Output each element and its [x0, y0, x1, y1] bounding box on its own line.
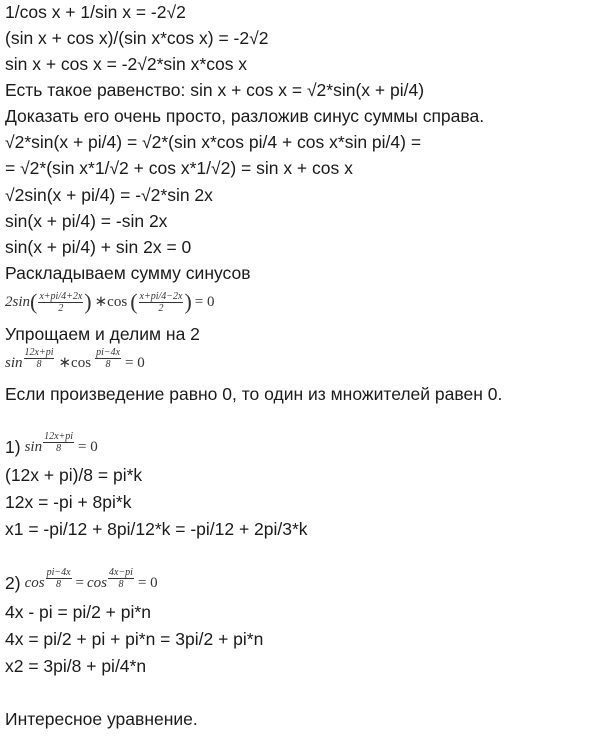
math-func: 2sin [5, 294, 31, 310]
math-fraction [46, 567, 72, 590]
math-expression [24, 566, 161, 595]
math-func: ∗cos [94, 294, 128, 310]
fraction-numerator: pi−4x [96, 346, 121, 358]
math-paren: ) [84, 289, 92, 314]
math-func: cos [24, 575, 45, 591]
math-rhs: = 0 [125, 355, 145, 371]
formula-simplified [5, 348, 148, 378]
text-line: 4x - pi = pi/2 + pi*n [5, 602, 151, 622]
math-fraction [139, 291, 184, 314]
math-expression [24, 430, 101, 459]
fraction-denominator: 8 [56, 442, 62, 454]
fraction-numerator: x+pi/4+2x [39, 290, 83, 302]
text-line: Раскладываем сумму синусов [5, 263, 251, 283]
text-line: Если произведение равно 0, то один из множителей равен 0. [5, 384, 503, 404]
text-line: sin x + cos x = -2√2*sin x*cos x [5, 54, 248, 74]
text-line: (sin x + cos x)/(sin x*cos x) = -2√2 [5, 28, 269, 48]
math-rhs: = 0 [78, 439, 98, 455]
text-line: Доказать его очень просто, разложив синус суммы справа. [5, 106, 485, 126]
text-line: Есть такое равенство: sin x + cos x = √2*sin(x + pi/4) [5, 80, 425, 100]
text-line: sin(x + pi/4) + sin 2x = 0 [5, 237, 192, 257]
fraction-denominator: 8 [56, 578, 62, 590]
fraction-numerator: pi−4x [46, 566, 71, 578]
math-rhs: = 0 [194, 294, 215, 310]
text-line: x1 = -pi/12 + 8pi/12*k = -pi/12 + 2pi/3*k [5, 519, 308, 539]
math-paren: ( [30, 289, 38, 314]
math-rhs: = 0 [137, 575, 158, 591]
fraction-denominator: 8 [118, 578, 124, 590]
text-line: Интересное уравнение. [5, 709, 198, 729]
math-paren: ( [130, 289, 138, 314]
math-expression [5, 346, 148, 375]
text-line: √2*sin(x + pi/4) = √2*(sin x*cos pi/4 + cos x*sin pi/4) = [5, 132, 422, 152]
case-label: 1) [5, 437, 21, 457]
fraction-numerator: 4x−pi [109, 566, 133, 578]
case-2-header [5, 568, 161, 598]
fraction-numerator: 12x+pi [44, 430, 74, 442]
math-func: sin [5, 355, 23, 371]
math-paren: ) [184, 289, 192, 314]
math-fraction [43, 431, 74, 454]
fraction-numerator: 12x+pi [24, 346, 54, 358]
text-line: 4x = pi/2 + pi + pi*n = 3pi/2 + pi*n [5, 629, 264, 649]
text-line: 12x = -pi + 8pi*k [5, 492, 132, 512]
math-func: sin [24, 439, 43, 455]
math-fraction [95, 347, 121, 370]
math-fraction [108, 567, 134, 590]
text-line: x2 = 3pi/8 + pi/4*n [5, 656, 147, 676]
case-label: 2) [5, 573, 21, 593]
fraction-denominator: 2 [158, 302, 164, 314]
text-line: = √2*(sin x*1/√2 + cos x*1/√2) = sin x + cos x [5, 158, 353, 178]
math-expression [5, 290, 218, 314]
text-line: sin(x + pi/4) = -sin 2x [5, 211, 168, 231]
formula-sum-to-product [5, 287, 218, 317]
text-line: (12x + pi)/8 = pi*k [5, 465, 143, 485]
fraction-denominator: 2 [58, 302, 64, 314]
text-line: 1/cos x + 1/sin x = -2√2 [5, 2, 186, 22]
fraction-denominator: 8 [36, 358, 42, 370]
fraction-denominator: 8 [105, 358, 111, 370]
text-line: √2sin(x + pi/4) = -√2*sin 2x [5, 185, 213, 205]
text-line: Упрощаем и делим на 2 [5, 324, 200, 344]
math-fraction [24, 347, 55, 370]
math-func: cos [87, 575, 107, 591]
case-1-header [5, 432, 101, 462]
math-equals: = [75, 575, 84, 591]
math-func: ∗cos [58, 355, 92, 371]
math-fraction [38, 291, 83, 314]
fraction-numerator: x+pi/4−2x [139, 290, 183, 302]
